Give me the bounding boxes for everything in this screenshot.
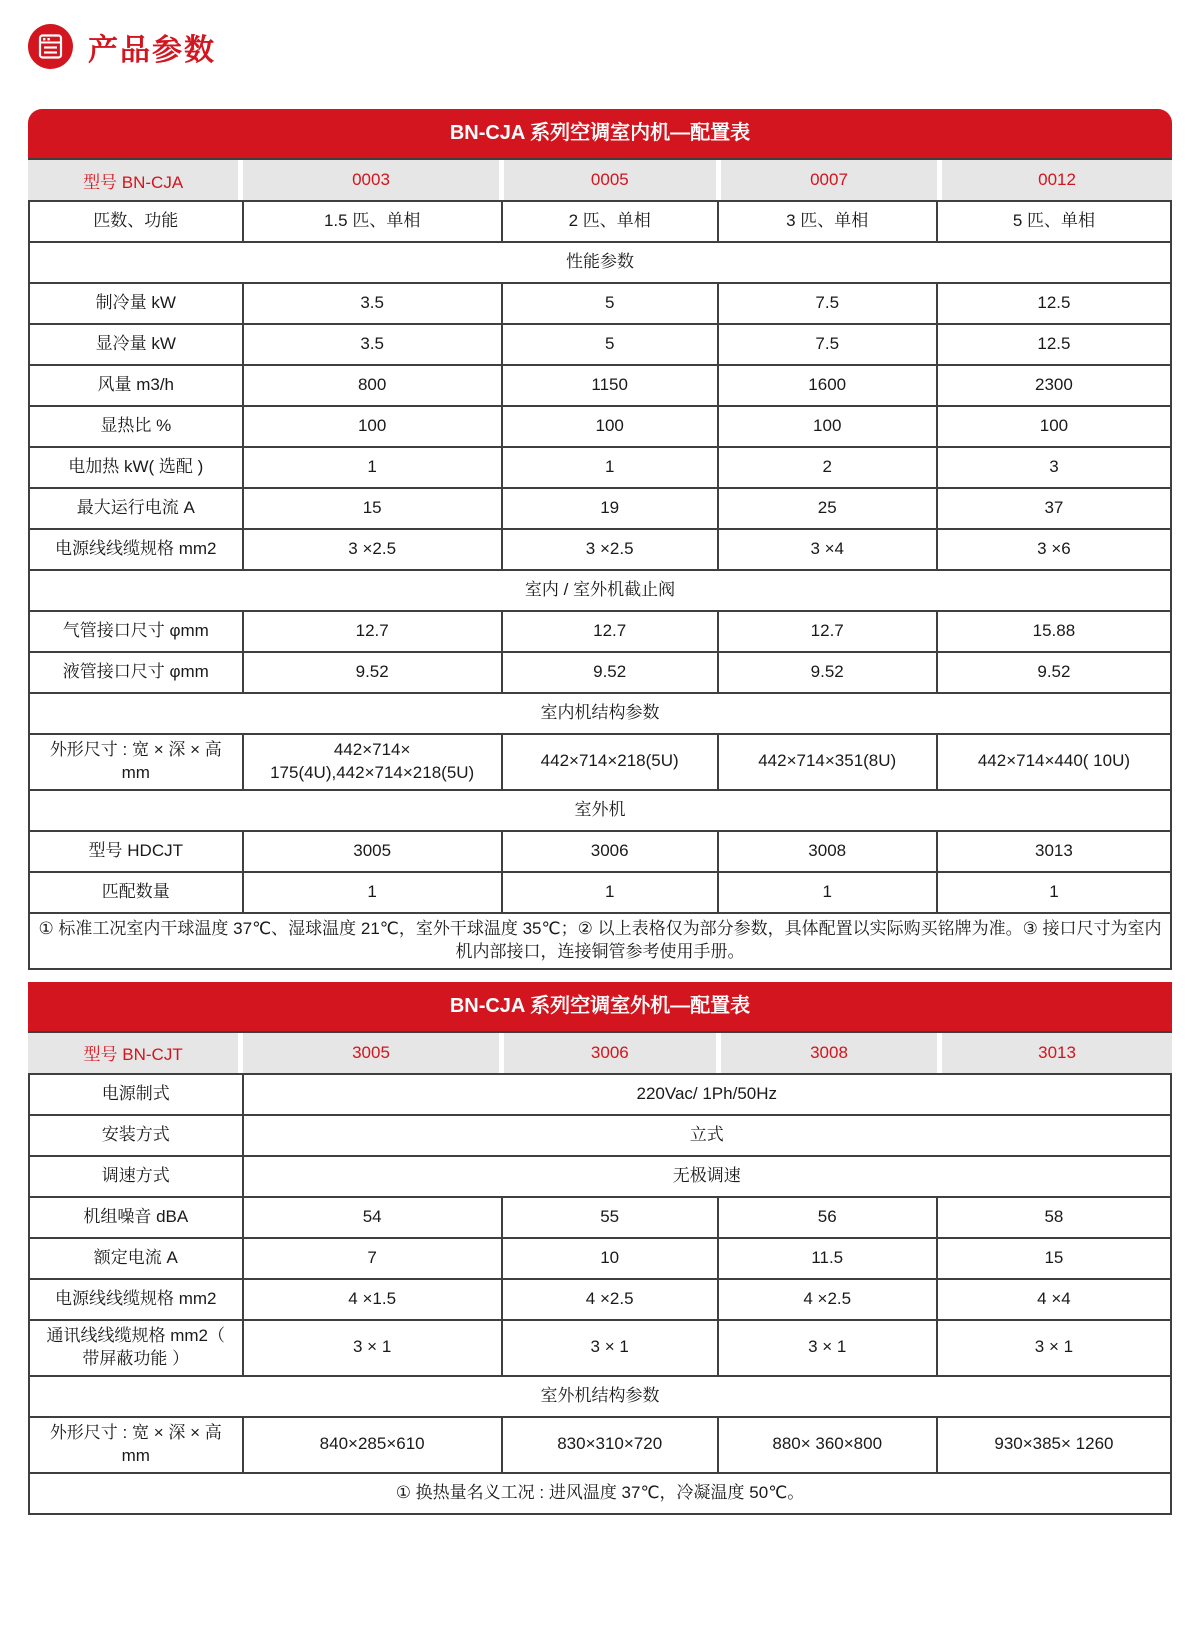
section-label: 室外机 [29, 790, 1171, 831]
cell-value: 840×285×610 [243, 1417, 502, 1473]
indoor-unit-table [28, 109, 1172, 970]
cell-value: 5 匹、单相 [937, 201, 1171, 242]
cell-value: 1.5 匹、单相 [243, 201, 502, 242]
cell-value: 15.88 [937, 611, 1171, 652]
cell-value: 442×714×351(8U) [718, 734, 937, 790]
row-label: 匹配数量 [29, 872, 243, 913]
cell-value: 880× 360×800 [718, 1417, 937, 1473]
cell-value: 1150 [502, 365, 718, 406]
row-label: 机组噪音 dBA [29, 1197, 243, 1238]
cell-value: 3006 [502, 831, 718, 872]
indoor-model-label: 型号 BN-CJA [28, 160, 238, 200]
table-row [29, 872, 1171, 913]
indoor-grid [28, 200, 1172, 970]
table-row [29, 1074, 1171, 1115]
cell-value: 9.52 [937, 652, 1171, 693]
table-row [29, 611, 1171, 652]
cell-value: 立式 [243, 1115, 1171, 1156]
cell-value: 12.7 [718, 611, 937, 652]
indoor-model-row [28, 158, 1172, 200]
cell-value: 3 × 1 [937, 1320, 1171, 1376]
cell-value: 4 ×1.5 [243, 1279, 502, 1320]
cell-value: 100 [718, 406, 937, 447]
cell-value: 7 [243, 1238, 502, 1279]
indoor-model-value: 0005 [504, 160, 716, 200]
table-row [29, 1115, 1171, 1156]
row-label: 制冷量 kW [29, 283, 243, 324]
cell-value: 7.5 [718, 324, 937, 365]
outdoor-grid [28, 1073, 1172, 1515]
table-row [29, 1279, 1171, 1320]
cell-value: 2300 [937, 365, 1171, 406]
cell-value: 12.5 [937, 283, 1171, 324]
row-label: 外形尺寸 : 宽 × 深 × 高 mm [29, 734, 243, 790]
cell-value: 1 [243, 872, 502, 913]
cell-value: 无极调速 [243, 1156, 1171, 1197]
section-row [29, 570, 1171, 611]
outdoor-model-value: 3013 [942, 1033, 1172, 1073]
cell-value: 3 [937, 447, 1171, 488]
table-row [29, 1156, 1171, 1197]
row-label: 型号 HDCJT [29, 831, 243, 872]
cell-value: 10 [502, 1238, 718, 1279]
cell-value: 4 ×2.5 [718, 1279, 937, 1320]
row-label: 安装方式 [29, 1115, 243, 1156]
cell-value: 100 [502, 406, 718, 447]
cell-value: 56 [718, 1197, 937, 1238]
row-label: 显冷量 kW [29, 324, 243, 365]
row-label: 风量 m3/h [29, 365, 243, 406]
table-row [29, 1238, 1171, 1279]
table-row [29, 488, 1171, 529]
cell-value: 442×714×440( 10U) [937, 734, 1171, 790]
row-label: 显热比 % [29, 406, 243, 447]
cell-value: 1 [937, 872, 1171, 913]
cell-value: 58 [937, 1197, 1171, 1238]
note-row [29, 913, 1171, 969]
outdoor-table-title: BN-CJA 系列空调室外机—配置表 [28, 982, 1172, 1031]
cell-value: 3 ×6 [937, 529, 1171, 570]
cell-value: 3013 [937, 831, 1171, 872]
row-label: 气管接口尺寸 φmm [29, 611, 243, 652]
cell-value: 2 [718, 447, 937, 488]
cell-value: 19 [502, 488, 718, 529]
cell-value: 2 匹、单相 [502, 201, 718, 242]
row-label: 额定电流 A [29, 1238, 243, 1279]
cell-value: 830×310×720 [502, 1417, 718, 1473]
cell-value: 37 [937, 488, 1171, 529]
cell-value: 3 匹、单相 [718, 201, 937, 242]
table-row [29, 324, 1171, 365]
row-label: 匹数、功能 [29, 201, 243, 242]
table-row [29, 283, 1171, 324]
row-label: 通讯线线缆规格 mm2（ 带屏蔽功能 ） [29, 1320, 243, 1376]
section-label: 室内机结构参数 [29, 693, 1171, 734]
row-label: 液管接口尺寸 φmm [29, 652, 243, 693]
cell-value: 100 [937, 406, 1171, 447]
section-row [29, 1376, 1171, 1417]
row-label: 电源线线缆规格 mm2 [29, 1279, 243, 1320]
table-row [29, 734, 1171, 790]
table-row [29, 447, 1171, 488]
cell-value: 9.52 [718, 652, 937, 693]
table-row [29, 406, 1171, 447]
section-label: 性能参数 [29, 242, 1171, 283]
cell-value: 3008 [718, 831, 937, 872]
cell-value: 12.5 [937, 324, 1171, 365]
note-row [29, 1473, 1171, 1514]
cell-value: 3.5 [243, 283, 502, 324]
cell-value: 100 [243, 406, 502, 447]
cell-value: 3 × 1 [243, 1320, 502, 1376]
cell-value: 15 [243, 488, 502, 529]
indoor-model-value: 0012 [942, 160, 1172, 200]
cell-value: 1600 [718, 365, 937, 406]
cell-value: 3005 [243, 831, 502, 872]
row-label: 电源制式 [29, 1074, 243, 1115]
cell-value: 800 [243, 365, 502, 406]
table-row [29, 529, 1171, 570]
outdoor-model-row [28, 1031, 1172, 1073]
cell-value: 3 ×2.5 [502, 529, 718, 570]
cell-value: 442×714× 175(4U),442×714×218(5U) [243, 734, 502, 790]
cell-value: 5 [502, 324, 718, 365]
product-params-icon [28, 24, 73, 69]
outdoor-table-note: ① 换热量名义工况 : 进风温度 37℃，冷凝温度 50℃。 [29, 1473, 1171, 1514]
cell-value: 1 [243, 447, 502, 488]
cell-value: 3 ×2.5 [243, 529, 502, 570]
section-label: 室外机结构参数 [29, 1376, 1171, 1417]
cell-value: 220Vac/ 1Ph/50Hz [243, 1074, 1171, 1115]
table-row [29, 1320, 1171, 1376]
indoor-model-value: 0007 [721, 160, 937, 200]
table-row [29, 1197, 1171, 1238]
indoor-table-note: ① 标准工况室内干球温度 37℃、湿球温度 21℃，室外干球温度 35℃；② 以上表格仅为部分参数，具体配置以实际购买铭牌为准。③ 接口尺寸为室内机内部接口，连接铜管参考使用手册。 [29, 913, 1171, 969]
outdoor-model-value: 3006 [504, 1033, 716, 1073]
section-row [29, 693, 1171, 734]
section-row [29, 790, 1171, 831]
cell-value: 12.7 [243, 611, 502, 652]
cell-value: 55 [502, 1197, 718, 1238]
outdoor-model-label: 型号 BN-CJT [28, 1033, 238, 1073]
indoor-model-value: 0003 [243, 160, 498, 200]
table-row [29, 1417, 1171, 1473]
cell-value: 1 [502, 447, 718, 488]
row-label: 电源线线缆规格 mm2 [29, 529, 243, 570]
cell-value: 930×385× 1260 [937, 1417, 1171, 1473]
page-header [28, 24, 1172, 69]
cell-value: 3 × 1 [718, 1320, 937, 1376]
row-label: 电加热 kW( 选配 ) [29, 447, 243, 488]
outdoor-model-value: 3005 [243, 1033, 498, 1073]
cell-value: 7.5 [718, 283, 937, 324]
cell-value: 12.7 [502, 611, 718, 652]
outdoor-model-value: 3008 [721, 1033, 937, 1073]
cell-value: 3 ×4 [718, 529, 937, 570]
cell-value: 9.52 [502, 652, 718, 693]
cell-value: 15 [937, 1238, 1171, 1279]
outdoor-unit-table [28, 982, 1172, 1515]
cell-value: 9.52 [243, 652, 502, 693]
cell-value: 11.5 [718, 1238, 937, 1279]
indoor-table-title: BN-CJA 系列空调室内机—配置表 [28, 109, 1172, 158]
row-label: 最大运行电流 A [29, 488, 243, 529]
cell-value: 25 [718, 488, 937, 529]
table-row [29, 365, 1171, 406]
table-row [29, 652, 1171, 693]
cell-value: 1 [718, 872, 937, 913]
table-row [29, 201, 1171, 242]
table-row [29, 831, 1171, 872]
cell-value: 3 × 1 [502, 1320, 718, 1376]
tables-gap [28, 970, 1172, 982]
page-title: 产品参数 [88, 33, 216, 67]
cell-value: 54 [243, 1197, 502, 1238]
section-row [29, 242, 1171, 283]
section-label: 室内 / 室外机截止阀 [29, 570, 1171, 611]
cell-value: 442×714×218(5U) [502, 734, 718, 790]
cell-value: 5 [502, 283, 718, 324]
cell-value: 3.5 [243, 324, 502, 365]
row-label: 外形尺寸 : 宽 × 深 × 高 mm [29, 1417, 243, 1473]
cell-value: 4 ×4 [937, 1279, 1171, 1320]
cell-value: 4 ×2.5 [502, 1279, 718, 1320]
cell-value: 1 [502, 872, 718, 913]
row-label: 调速方式 [29, 1156, 243, 1197]
